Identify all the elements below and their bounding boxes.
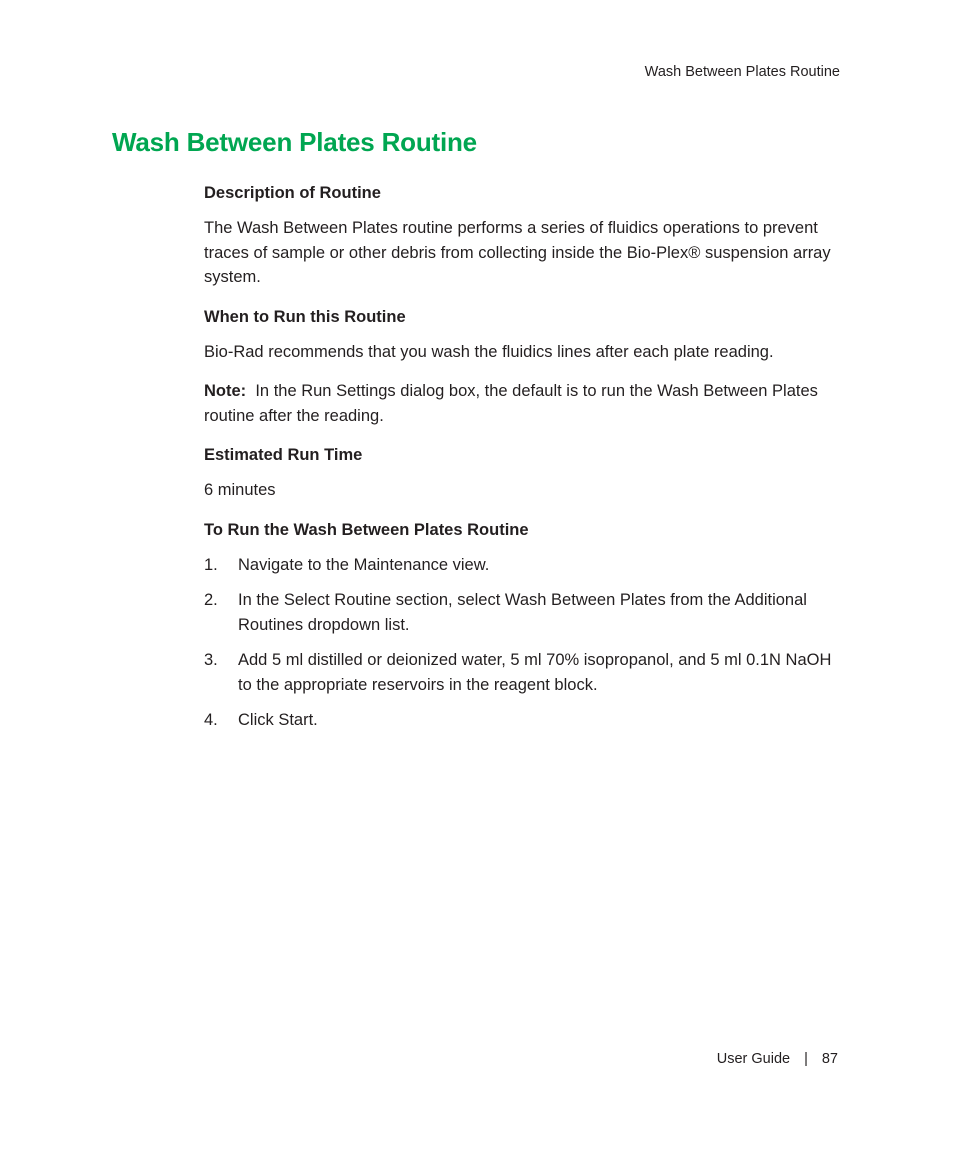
note [204,379,840,428]
footer-guide-label: User Guide [716,1051,791,1067]
footer-separator: | [804,1051,808,1067]
step-number: 1. [204,555,218,574]
description-text: The Wash Between Plates routine performs a series of fluidics operations to prevent traces of sample or other debris from collecting inside the Bio-Plex® suspension array system. [204,219,831,286]
page-number: 87 [821,1051,838,1067]
when-to-run-text: Bio-Rad recommends that you wash the fluidics lines after each plate reading. [204,342,774,361]
note-text: In the Run Settings dialog box, the default is to run the Wash Between Plates routine after the reading. [204,382,818,425]
list-item [204,648,840,697]
step-text: Navigate to the Maintenance view. [238,555,490,574]
run-time-text: 6 minutes [204,481,276,499]
list-item [204,553,840,578]
step-text: In the Select Routine section, select Wash Between Plates from the Additional Routines dropdown list. [238,591,807,634]
list-item [204,708,840,733]
running-header: Wash Between Plates Routine [644,64,840,80]
description-heading: Description of Routine [204,184,381,202]
page-footer [717,1051,838,1067]
step-number: 3. [204,651,218,669]
run-time-heading: Estimated Run Time [204,446,363,464]
step-number: 2. [204,591,218,609]
step-text: Click Start. [238,711,318,729]
note-label: Note: [204,382,247,400]
page-title: Wash Between Plates Routine [112,127,477,157]
when-to-run-heading: When to Run this Routine [204,307,406,326]
step-number: 4. [204,711,218,729]
procedure-heading: To Run the Wash Between Plates Routine [204,520,529,539]
list-item [204,588,840,637]
step-text: Add 5 ml distilled or deionized water, 5 ml 70% isopropanol, and 5 ml 0.1N NaOH to the appropriate reservoirs in the reagent block. [238,651,832,694]
page-content [204,181,840,744]
procedure-steps [204,553,840,733]
